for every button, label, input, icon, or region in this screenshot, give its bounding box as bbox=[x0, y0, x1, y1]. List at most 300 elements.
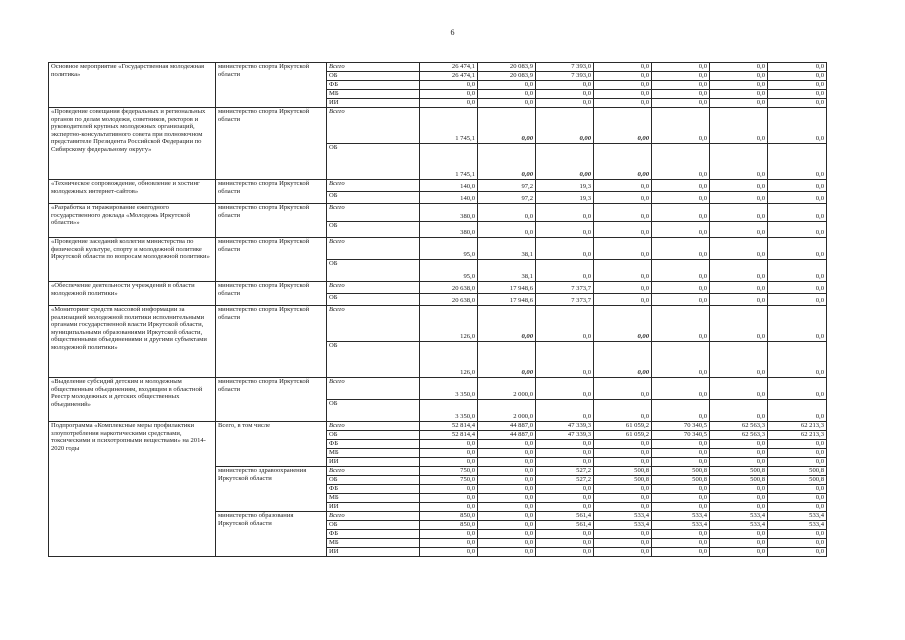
amount-cell: 0,0 bbox=[768, 204, 827, 222]
amount-cell: 0,0 bbox=[710, 99, 768, 108]
amount-cell: 3 350,0 bbox=[420, 378, 478, 400]
executor-name: министерство здравоохранения Иркутской области bbox=[216, 467, 327, 512]
amount-cell: 0,0 bbox=[536, 449, 594, 458]
funding-source: Всего bbox=[327, 422, 420, 431]
amount-cell: 0,0 bbox=[420, 440, 478, 449]
amount-cell: 0,0 bbox=[536, 400, 594, 422]
amount-cell: 0,0 bbox=[478, 485, 536, 494]
amount-cell: 533,4 bbox=[652, 512, 710, 521]
amount-cell: 0,0 bbox=[710, 449, 768, 458]
amount-cell: 0,0 bbox=[710, 222, 768, 238]
amount-cell: 0,0 bbox=[652, 539, 710, 548]
amount-cell: 0,0 bbox=[768, 63, 827, 72]
funding-source: ИИ bbox=[327, 548, 420, 557]
amount-cell: 0,0 bbox=[710, 144, 768, 180]
amount-cell: 0,0 bbox=[710, 494, 768, 503]
amount-cell: 0,0 bbox=[594, 192, 652, 204]
amount-cell: 7 393,0 bbox=[536, 72, 594, 81]
amount-cell: 527,2 bbox=[536, 467, 594, 476]
amount-cell: 0,0 bbox=[594, 260, 652, 282]
amount-cell: 0,0 bbox=[652, 144, 710, 180]
amount-cell: 533,4 bbox=[710, 521, 768, 530]
amount-cell: 0,0 bbox=[652, 238, 710, 260]
amount-cell: 0,0 bbox=[768, 108, 827, 144]
funding-source: ФБ bbox=[327, 485, 420, 494]
amount-cell: 0,0 bbox=[594, 440, 652, 449]
amount-cell: 140,0 bbox=[420, 192, 478, 204]
amount-cell: 0,0 bbox=[536, 306, 594, 342]
table-row bbox=[49, 422, 827, 431]
funding-source: ОБ bbox=[327, 72, 420, 81]
amount-cell: 500,8 bbox=[710, 476, 768, 485]
amount-cell: 0,0 bbox=[768, 294, 827, 306]
amount-cell: 0,0 bbox=[478, 476, 536, 485]
amount-cell: 0,0 bbox=[594, 294, 652, 306]
amount-cell: 0,0 bbox=[594, 99, 652, 108]
amount-cell: 0,0 bbox=[768, 306, 827, 342]
amount-cell: 0,0 bbox=[594, 378, 652, 400]
table-row bbox=[49, 238, 827, 260]
amount-cell: 0,0 bbox=[478, 449, 536, 458]
amount-cell: 0,0 bbox=[536, 458, 594, 467]
amount-cell: 0,0 bbox=[652, 306, 710, 342]
amount-cell: 7 373,7 bbox=[536, 282, 594, 294]
amount-cell: 0,0 bbox=[768, 485, 827, 494]
amount-cell: 0,0 bbox=[594, 485, 652, 494]
amount-cell: 533,4 bbox=[594, 521, 652, 530]
amount-cell: 0,00 bbox=[594, 108, 652, 144]
amount-cell: 500,8 bbox=[652, 476, 710, 485]
amount-cell: 0,0 bbox=[768, 548, 827, 557]
amount-cell: 380,0 bbox=[420, 204, 478, 222]
funding-source: МБ bbox=[327, 90, 420, 99]
measure-name: «Проведение заседаний коллегии министерства по физической культуре, спорту и молодежной политике Иркутской области по вопросам молодежной политики» bbox=[49, 238, 216, 282]
amount-cell: 0,0 bbox=[710, 90, 768, 99]
amount-cell: 0,0 bbox=[594, 238, 652, 260]
amount-cell: 0,0 bbox=[710, 192, 768, 204]
amount-cell: 0,0 bbox=[768, 539, 827, 548]
amount-cell: 0,0 bbox=[652, 72, 710, 81]
amount-cell: 0,00 bbox=[478, 342, 536, 378]
amount-cell: 44 887,0 bbox=[478, 431, 536, 440]
amount-cell: 0,0 bbox=[594, 180, 652, 192]
amount-cell: 0,0 bbox=[652, 90, 710, 99]
funding-source: Всего bbox=[327, 306, 420, 342]
executor-name: министерство спорта Иркутской области bbox=[216, 306, 327, 378]
executor-name: Всего, в том числе bbox=[216, 422, 327, 467]
funding-source: ОБ bbox=[327, 294, 420, 306]
funding-source: ИИ bbox=[327, 99, 420, 108]
amount-cell: 0,0 bbox=[652, 294, 710, 306]
measure-name: «Мониторинг средств массовой информации за реализацией молодежной политики исполнительными органами государственной власти Иркутской области, муниципальными образованиями Иркутской области, общественными объединениями и другими субъектами молодежной политики» bbox=[49, 306, 216, 378]
amount-cell: 0,0 bbox=[710, 485, 768, 494]
funding-source: ОБ bbox=[327, 222, 420, 238]
amount-cell: 0,0 bbox=[652, 503, 710, 512]
amount-cell: 26 474,1 bbox=[420, 72, 478, 81]
amount-cell: 0,0 bbox=[420, 485, 478, 494]
amount-cell: 0,0 bbox=[594, 81, 652, 90]
amount-cell: 20 638,0 bbox=[420, 294, 478, 306]
amount-cell: 0,0 bbox=[710, 306, 768, 342]
amount-cell: 533,4 bbox=[594, 512, 652, 521]
amount-cell: 3 350,0 bbox=[420, 400, 478, 422]
amount-cell: 0,00 bbox=[478, 144, 536, 180]
table-row bbox=[49, 108, 827, 144]
amount-cell: 850,0 bbox=[420, 521, 478, 530]
amount-cell: 0,0 bbox=[652, 260, 710, 282]
amount-cell: 126,0 bbox=[420, 306, 478, 342]
amount-cell: 750,0 bbox=[420, 476, 478, 485]
amount-cell: 0,0 bbox=[710, 282, 768, 294]
executor-name: министерство спорта Иркутской области bbox=[216, 180, 327, 204]
amount-cell: 0,0 bbox=[768, 192, 827, 204]
amount-cell: 500,8 bbox=[768, 476, 827, 485]
amount-cell: 7 373,7 bbox=[536, 294, 594, 306]
amount-cell: 0,0 bbox=[536, 539, 594, 548]
amount-cell: 0,0 bbox=[478, 494, 536, 503]
amount-cell: 0,0 bbox=[536, 204, 594, 222]
amount-cell: 750,0 bbox=[420, 467, 478, 476]
amount-cell: 0,0 bbox=[478, 440, 536, 449]
amount-cell: 0,0 bbox=[478, 530, 536, 539]
amount-cell: 0,00 bbox=[478, 306, 536, 342]
amount-cell: 0,0 bbox=[768, 144, 827, 180]
funding-source: ФБ bbox=[327, 440, 420, 449]
funding-source: Всего bbox=[327, 282, 420, 294]
amount-cell: 0,0 bbox=[478, 204, 536, 222]
funding-source: Всего bbox=[327, 378, 420, 400]
amount-cell: 47 339,3 bbox=[536, 431, 594, 440]
executor-name: министерство образования Иркутской области bbox=[216, 512, 327, 557]
funding-source: Всего bbox=[327, 108, 420, 144]
amount-cell: 0,0 bbox=[710, 260, 768, 282]
amount-cell: 0,0 bbox=[768, 378, 827, 400]
funding-source: ФБ bbox=[327, 530, 420, 539]
measure-name: «Обеспечение деятельности учреждений в области молодежной политики» bbox=[49, 282, 216, 306]
amount-cell: 97,2 bbox=[478, 180, 536, 192]
amount-cell: 0,0 bbox=[478, 81, 536, 90]
amount-cell: 0,0 bbox=[420, 530, 478, 539]
amount-cell: 0,0 bbox=[594, 90, 652, 99]
executor-name: министерство спорта Иркутской области bbox=[216, 63, 327, 108]
funding-source: ОБ bbox=[327, 144, 420, 180]
amount-cell: 0,0 bbox=[652, 63, 710, 72]
amount-cell: 20 638,0 bbox=[420, 282, 478, 294]
amount-cell: 0,0 bbox=[420, 494, 478, 503]
amount-cell: 19,3 bbox=[536, 180, 594, 192]
amount-cell: 95,0 bbox=[420, 260, 478, 282]
amount-cell: 0,0 bbox=[652, 282, 710, 294]
amount-cell: 0,0 bbox=[420, 458, 478, 467]
amount-cell: 0,0 bbox=[594, 282, 652, 294]
amount-cell: 0,0 bbox=[652, 81, 710, 90]
funding-source: МБ bbox=[327, 449, 420, 458]
funding-source: Всего bbox=[327, 512, 420, 521]
executor-name: министерство спорта Иркутской области bbox=[216, 282, 327, 306]
funding-source: Всего bbox=[327, 63, 420, 72]
funding-source: ОБ bbox=[327, 192, 420, 204]
amount-cell: 0,0 bbox=[768, 72, 827, 81]
amount-cell: 97,2 bbox=[478, 192, 536, 204]
amount-cell: 7 393,0 bbox=[536, 63, 594, 72]
amount-cell: 0,0 bbox=[768, 449, 827, 458]
amount-cell: 0,0 bbox=[536, 503, 594, 512]
amount-cell: 0,0 bbox=[594, 222, 652, 238]
amount-cell: 0,0 bbox=[594, 503, 652, 512]
amount-cell: 500,8 bbox=[652, 467, 710, 476]
amount-cell: 0,0 bbox=[710, 539, 768, 548]
amount-cell: 0,0 bbox=[536, 440, 594, 449]
amount-cell: 0,0 bbox=[536, 378, 594, 400]
table-row bbox=[49, 204, 827, 222]
amount-cell: 0,0 bbox=[420, 81, 478, 90]
amount-cell: 0,0 bbox=[768, 342, 827, 378]
amount-cell: 0,0 bbox=[420, 503, 478, 512]
amount-cell: 0,0 bbox=[594, 72, 652, 81]
budget-table-body bbox=[49, 63, 827, 557]
amount-cell: 500,8 bbox=[594, 476, 652, 485]
amount-cell: 0,0 bbox=[710, 458, 768, 467]
amount-cell: 0,0 bbox=[594, 494, 652, 503]
funding-source: Всего bbox=[327, 238, 420, 260]
amount-cell: 0,0 bbox=[710, 503, 768, 512]
amount-cell: 0,0 bbox=[768, 400, 827, 422]
amount-cell: 500,8 bbox=[710, 467, 768, 476]
amount-cell: 561,4 bbox=[536, 512, 594, 521]
amount-cell: 0,00 bbox=[478, 108, 536, 144]
amount-cell: 0,0 bbox=[710, 378, 768, 400]
amount-cell: 0,0 bbox=[652, 548, 710, 557]
amount-cell: 0,0 bbox=[652, 342, 710, 378]
amount-cell: 70 340,5 bbox=[652, 431, 710, 440]
amount-cell: 561,4 bbox=[536, 521, 594, 530]
amount-cell: 95,0 bbox=[420, 238, 478, 260]
amount-cell: 0,0 bbox=[594, 530, 652, 539]
amount-cell: 1 745,1 bbox=[420, 144, 478, 180]
amount-cell: 0,0 bbox=[536, 530, 594, 539]
table-row bbox=[49, 63, 827, 72]
amount-cell: 0,0 bbox=[536, 260, 594, 282]
amount-cell: 0,0 bbox=[536, 342, 594, 378]
amount-cell: 70 340,5 bbox=[652, 422, 710, 431]
amount-cell: 0,0 bbox=[768, 180, 827, 192]
amount-cell: 61 059,2 bbox=[594, 422, 652, 431]
amount-cell: 62 213,3 bbox=[768, 422, 827, 431]
amount-cell: 0,0 bbox=[710, 108, 768, 144]
amount-cell: 0,0 bbox=[710, 63, 768, 72]
amount-cell: 0,0 bbox=[536, 81, 594, 90]
amount-cell: 17 948,6 bbox=[478, 294, 536, 306]
amount-cell: 0,0 bbox=[478, 512, 536, 521]
funding-source: ОБ bbox=[327, 431, 420, 440]
amount-cell: 0,0 bbox=[478, 503, 536, 512]
funding-source: ОБ bbox=[327, 476, 420, 485]
amount-cell: 0,0 bbox=[768, 222, 827, 238]
amount-cell: 140,0 bbox=[420, 180, 478, 192]
amount-cell: 0,0 bbox=[478, 521, 536, 530]
funding-source: Всего bbox=[327, 467, 420, 476]
amount-cell: 0,0 bbox=[768, 238, 827, 260]
amount-cell: 0,0 bbox=[420, 449, 478, 458]
amount-cell: 0,0 bbox=[710, 180, 768, 192]
amount-cell: 0,0 bbox=[478, 99, 536, 108]
amount-cell: 0,0 bbox=[594, 204, 652, 222]
amount-cell: 0,0 bbox=[652, 192, 710, 204]
amount-cell: 0,0 bbox=[710, 72, 768, 81]
amount-cell: 44 887,0 bbox=[478, 422, 536, 431]
amount-cell: 0,0 bbox=[420, 90, 478, 99]
funding-source: МБ bbox=[327, 494, 420, 503]
amount-cell: 0,0 bbox=[478, 539, 536, 548]
amount-cell: 0,0 bbox=[652, 108, 710, 144]
amount-cell: 20 083,9 bbox=[478, 63, 536, 72]
amount-cell: 0,0 bbox=[710, 440, 768, 449]
executor-name: министерство спорта Иркутской области bbox=[216, 108, 327, 180]
amount-cell: 62 563,3 bbox=[710, 431, 768, 440]
amount-cell: 0,0 bbox=[594, 449, 652, 458]
amount-cell: 0,0 bbox=[594, 458, 652, 467]
amount-cell: 0,0 bbox=[710, 294, 768, 306]
amount-cell: 527,2 bbox=[536, 476, 594, 485]
amount-cell: 0,0 bbox=[536, 485, 594, 494]
budget-table bbox=[48, 62, 827, 557]
amount-cell: 0,0 bbox=[420, 539, 478, 548]
amount-cell: 0,0 bbox=[768, 90, 827, 99]
amount-cell: 62 563,3 bbox=[710, 422, 768, 431]
amount-cell: 0,0 bbox=[768, 458, 827, 467]
funding-source: ОБ bbox=[327, 521, 420, 530]
measure-name: Подпрограмма «Комплексные меры профилактики злоупотребления наркотическими средствами, токсическими и психотропными веществами» на 2014-2020 годы bbox=[49, 422, 216, 557]
amount-cell: 17 948,6 bbox=[478, 282, 536, 294]
amount-cell: 52 814,4 bbox=[420, 431, 478, 440]
table-row bbox=[49, 378, 827, 400]
amount-cell: 533,4 bbox=[652, 521, 710, 530]
amount-cell: 0,0 bbox=[710, 400, 768, 422]
funding-source: ИИ bbox=[327, 503, 420, 512]
amount-cell: 0,0 bbox=[652, 440, 710, 449]
funding-source: ОБ bbox=[327, 260, 420, 282]
amount-cell: 0,0 bbox=[652, 378, 710, 400]
amount-cell: 0,0 bbox=[652, 180, 710, 192]
amount-cell: 38,1 bbox=[478, 260, 536, 282]
amount-cell: 0,0 bbox=[768, 494, 827, 503]
amount-cell: 0,0 bbox=[768, 282, 827, 294]
amount-cell: 0,0 bbox=[768, 99, 827, 108]
amount-cell: 380,0 bbox=[420, 222, 478, 238]
amount-cell: 0,0 bbox=[652, 99, 710, 108]
measure-name: «Техническое сопровождение, обновление и хостинг молодежных интернет-сайтов» bbox=[49, 180, 216, 204]
amount-cell: 0,0 bbox=[536, 99, 594, 108]
funding-source: ОБ bbox=[327, 342, 420, 378]
amount-cell: 20 083,9 bbox=[478, 72, 536, 81]
amount-cell: 26 474,1 bbox=[420, 63, 478, 72]
amount-cell: 0,0 bbox=[768, 81, 827, 90]
amount-cell: 0,0 bbox=[536, 548, 594, 557]
amount-cell: 0,0 bbox=[594, 63, 652, 72]
amount-cell: 19,3 bbox=[536, 192, 594, 204]
amount-cell: 47 339,3 bbox=[536, 422, 594, 431]
amount-cell: 533,4 bbox=[768, 512, 827, 521]
amount-cell: 52 814,4 bbox=[420, 422, 478, 431]
amount-cell: 0,0 bbox=[652, 400, 710, 422]
amount-cell: 0,0 bbox=[478, 90, 536, 99]
table-row bbox=[49, 306, 827, 342]
amount-cell: 0,0 bbox=[478, 458, 536, 467]
amount-cell: 0,0 bbox=[478, 467, 536, 476]
table-row bbox=[49, 282, 827, 294]
amount-cell: 0,0 bbox=[652, 485, 710, 494]
measure-name: «Выделение субсидий детским и молодежным общественным объединениям, входящим в областной Реестр молодежных и детских общественных объединений» bbox=[49, 378, 216, 422]
amount-cell: 0,0 bbox=[768, 530, 827, 539]
amount-cell: 126,0 bbox=[420, 342, 478, 378]
amount-cell: 0,0 bbox=[536, 222, 594, 238]
amount-cell: 1 745,1 bbox=[420, 108, 478, 144]
amount-cell: 0,0 bbox=[710, 204, 768, 222]
amount-cell: 61 059,2 bbox=[594, 431, 652, 440]
funding-source: МБ bbox=[327, 539, 420, 548]
amount-cell: 0,0 bbox=[768, 260, 827, 282]
amount-cell: 62 213,3 bbox=[768, 431, 827, 440]
amount-cell: 500,8 bbox=[768, 467, 827, 476]
funding-source: Всего bbox=[327, 180, 420, 192]
funding-source: ОБ bbox=[327, 400, 420, 422]
amount-cell: 0,0 bbox=[420, 99, 478, 108]
measure-name: «Проведение совещания федеральных и региональных органов по делам молодежи, советников, ректоров и руководителей крупных молодежных организаций, экспертно-консультативного совета при полномочном представителе Президента Российской Федерации по Сибирскому федеральному округу» bbox=[49, 108, 216, 180]
amount-cell: 0,0 bbox=[478, 222, 536, 238]
amount-cell: 0,0 bbox=[710, 548, 768, 557]
amount-cell: 0,0 bbox=[710, 238, 768, 260]
amount-cell: 0,0 bbox=[594, 400, 652, 422]
amount-cell: 0,0 bbox=[652, 530, 710, 539]
amount-cell: 0,0 bbox=[652, 222, 710, 238]
measure-name: «Разработка и тиражирование ежегодного государственного доклада «Молодежь Иркутской области»» bbox=[49, 204, 216, 238]
amount-cell: 0,0 bbox=[652, 204, 710, 222]
table-row bbox=[49, 180, 827, 192]
amount-cell: 0,0 bbox=[536, 494, 594, 503]
executor-name: министерство спорта Иркутской области bbox=[216, 378, 327, 422]
amount-cell: 533,4 bbox=[710, 512, 768, 521]
amount-cell: 2 000,0 bbox=[478, 400, 536, 422]
amount-cell: 533,4 bbox=[768, 521, 827, 530]
executor-name: министерство спорта Иркутской области bbox=[216, 238, 327, 282]
amount-cell: 2 000,0 bbox=[478, 378, 536, 400]
amount-cell: 0,0 bbox=[536, 238, 594, 260]
amount-cell: 850,0 bbox=[420, 512, 478, 521]
amount-cell: 0,0 bbox=[710, 81, 768, 90]
amount-cell: 0,00 bbox=[536, 108, 594, 144]
measure-name: Основное мероприятие «Государственная молодежная политика» bbox=[49, 63, 216, 108]
amount-cell: 0,00 bbox=[536, 144, 594, 180]
amount-cell: 0,0 bbox=[594, 539, 652, 548]
amount-cell: 0,0 bbox=[536, 90, 594, 99]
executor-name: министерство спорта Иркутской области bbox=[216, 204, 327, 238]
amount-cell: 0,0 bbox=[768, 440, 827, 449]
amount-cell: 0,0 bbox=[652, 494, 710, 503]
amount-cell: 0,0 bbox=[768, 503, 827, 512]
amount-cell: 0,0 bbox=[710, 530, 768, 539]
amount-cell: 0,00 bbox=[594, 342, 652, 378]
amount-cell: 0,0 bbox=[652, 458, 710, 467]
amount-cell: 0,0 bbox=[594, 548, 652, 557]
amount-cell: 0,00 bbox=[594, 306, 652, 342]
amount-cell: 38,1 bbox=[478, 238, 536, 260]
amount-cell: 500,8 bbox=[594, 467, 652, 476]
funding-source: Всего bbox=[327, 204, 420, 222]
amount-cell: 0,00 bbox=[594, 144, 652, 180]
funding-source: ИИ bbox=[327, 458, 420, 467]
funding-source: ФБ bbox=[327, 81, 420, 90]
amount-cell: 0,0 bbox=[710, 342, 768, 378]
